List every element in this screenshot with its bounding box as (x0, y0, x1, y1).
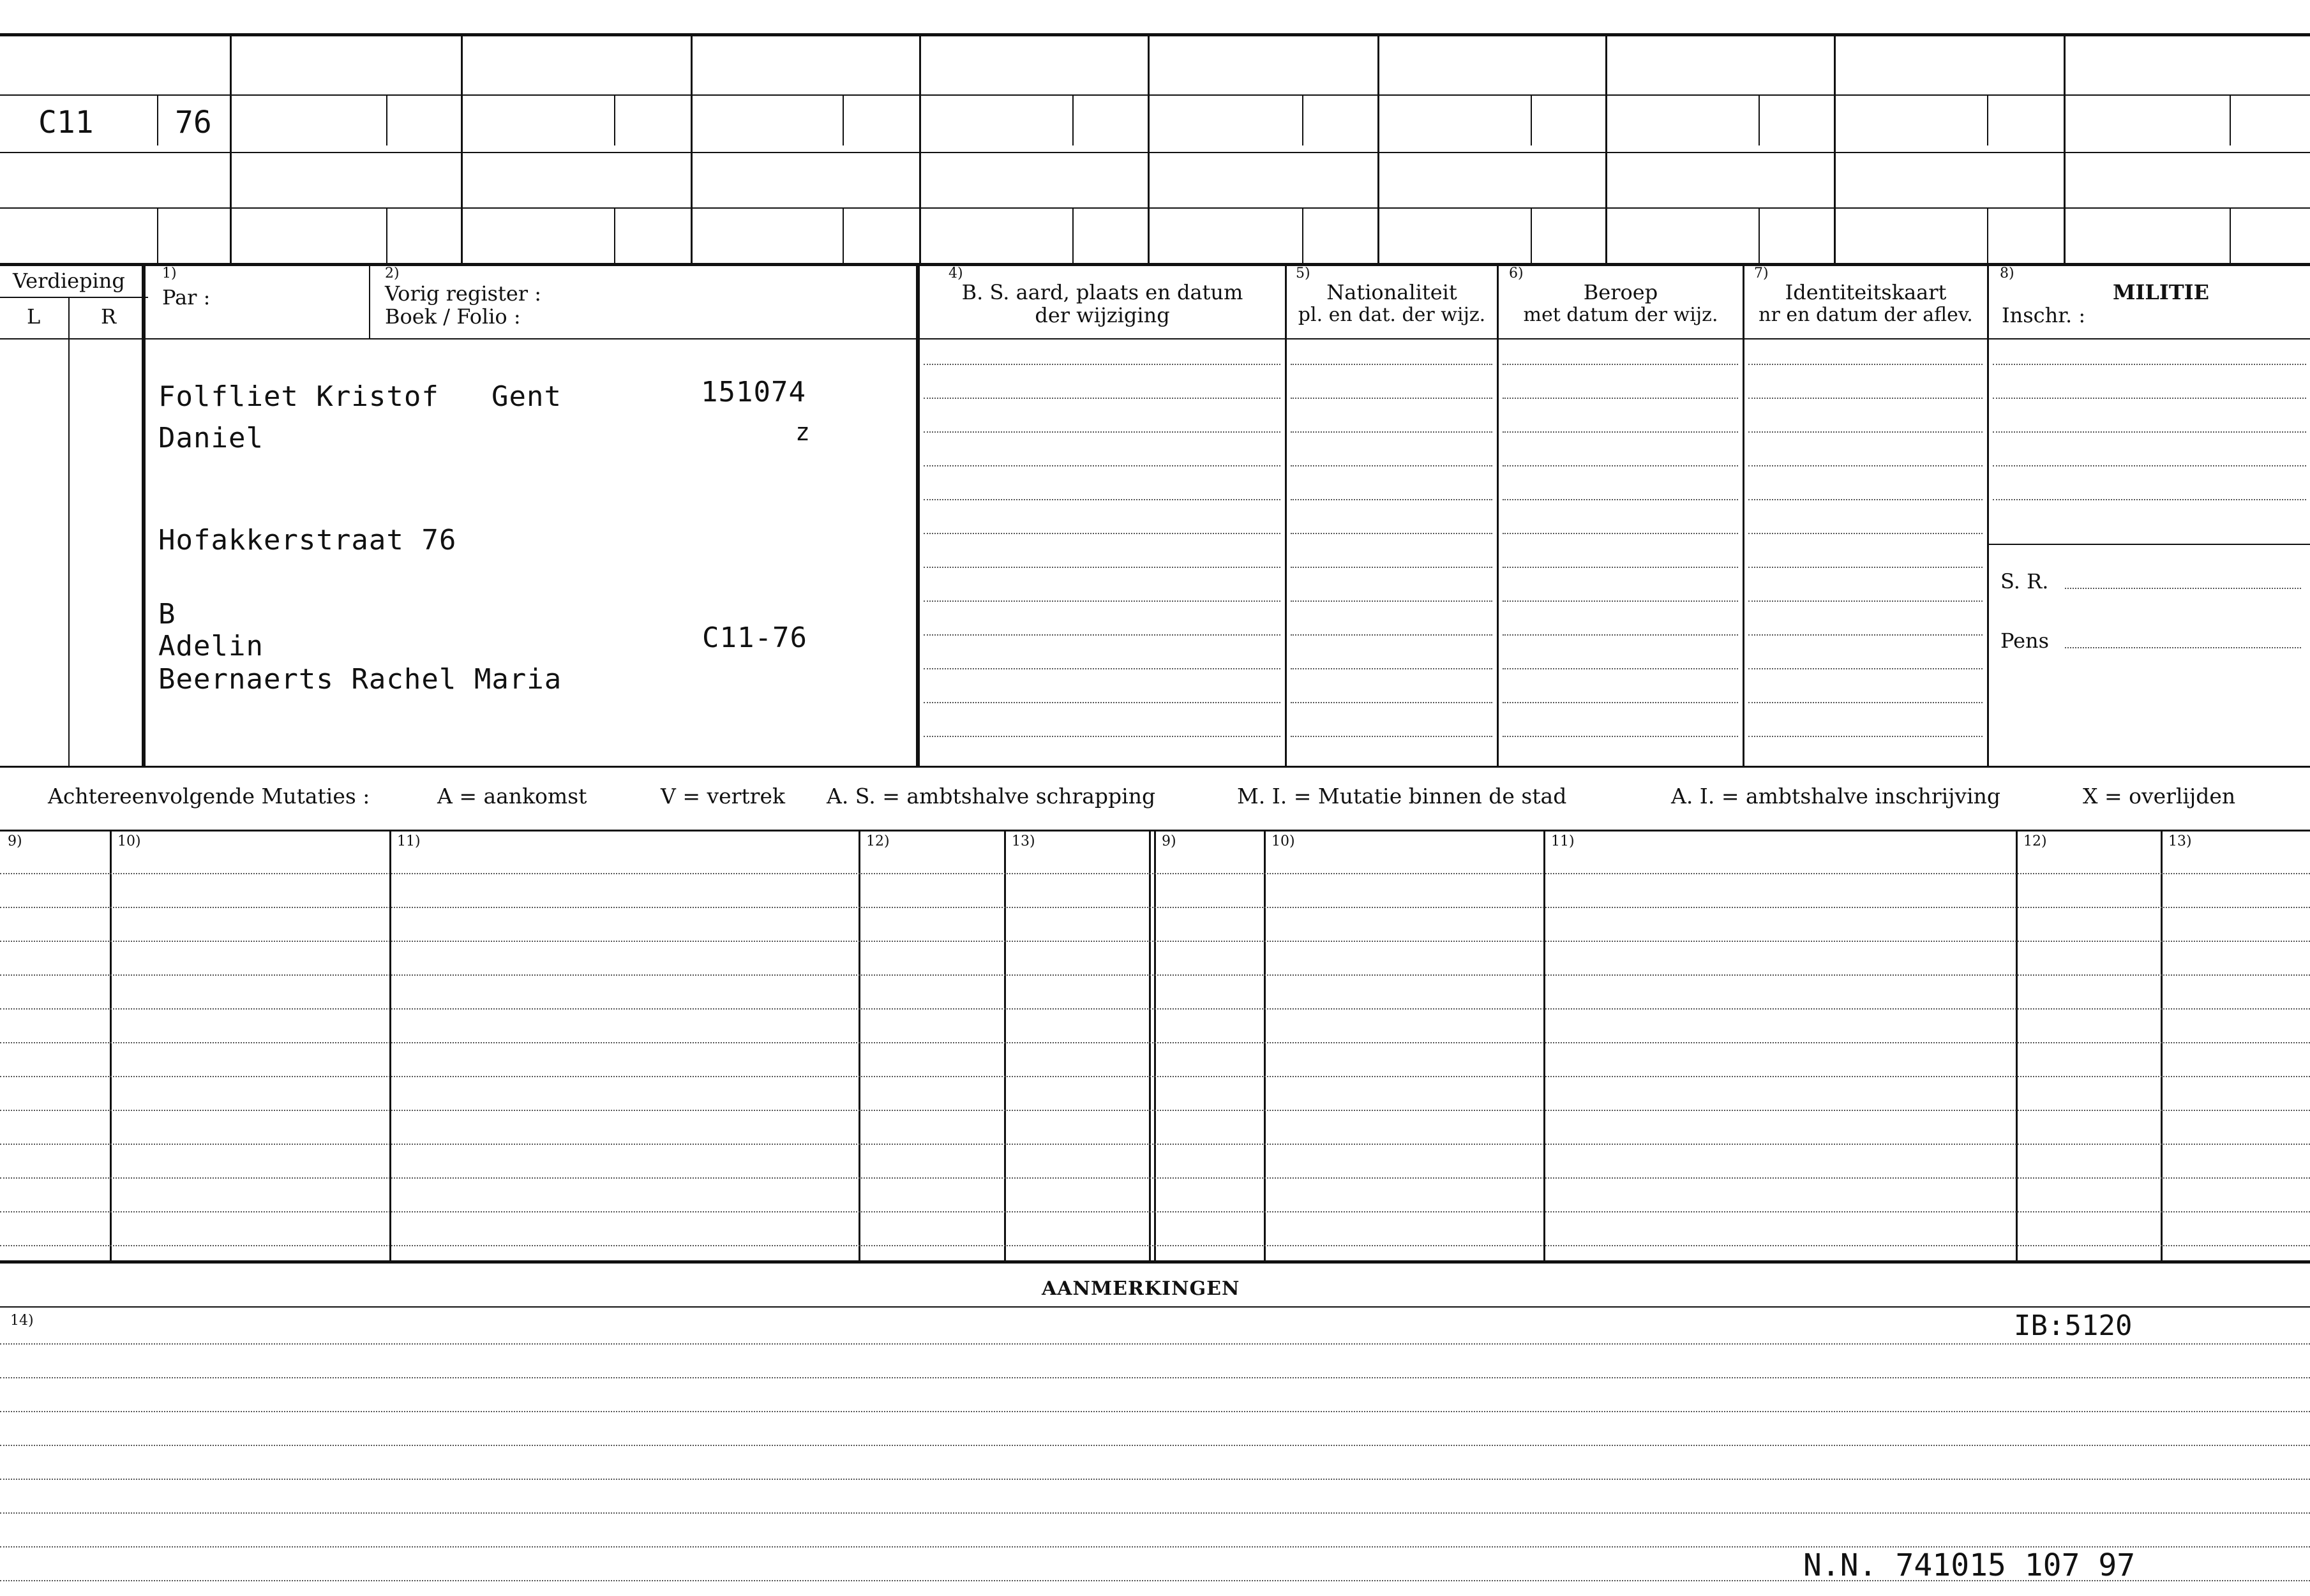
field-number-4: 4) (949, 265, 963, 281)
entry-ruled-line (1503, 465, 1738, 466)
grid-column-line (1377, 36, 1379, 263)
entry-ruled-line (1503, 702, 1738, 703)
remarks-ruled-line (0, 1343, 2310, 1345)
grid-subcolumn-line (614, 94, 615, 145)
mutation-column-number: 9) (8, 833, 22, 849)
sr-line (2065, 588, 2301, 589)
mutation-column-line (1154, 832, 1156, 1260)
remarks-ib-code: IB:5120 (2014, 1309, 2133, 1342)
entry-ruled-line (1291, 634, 1492, 636)
header-code: C11 (38, 105, 94, 140)
floor-r-label: R (101, 304, 117, 329)
mutation-column-line (1004, 832, 1006, 1260)
mutation-column-line (110, 832, 112, 1260)
mutation-column-number: 10) (1271, 833, 1295, 849)
grid-column-line (1605, 36, 1607, 263)
mutation-ruled-line (0, 941, 2310, 942)
mutation-column-number: 10) (117, 833, 141, 849)
remarks-ruled-line (0, 1377, 2310, 1378)
entry-ruled-line (924, 364, 1280, 365)
legend-mutatie-binnen-stad: M. I. = Mutatie binnen de stad (1237, 784, 1567, 809)
floor-right-line (142, 266, 146, 766)
grid-column-line (461, 36, 463, 263)
entry-ruled-line (1993, 364, 2306, 365)
legend-ambtshalve-inschrijving: A. I. = ambtshalve inschrijving (1671, 784, 2001, 809)
grid-bottom-line (0, 263, 2310, 266)
grid-column-line (1834, 36, 1836, 263)
grid-subcolumn-line (843, 94, 844, 145)
mutation-ruled-line (0, 1245, 2310, 1246)
grid-subcolumn-line (1072, 207, 1074, 263)
entry-ruled-line (924, 533, 1280, 534)
entry-ruled-line (924, 600, 1280, 602)
entry-ruled-line (1291, 668, 1492, 669)
entry-ruled-line (1291, 398, 1492, 399)
legend-ambtshalve-schrapping: A. S. = ambtshalve schrapping (827, 784, 1156, 809)
mutation-column-number: 12) (2023, 833, 2047, 849)
mutation-ruled-line (0, 1042, 2310, 1043)
entry-ruled-line (1748, 634, 1983, 636)
entry-ruled-line (1748, 600, 1983, 602)
pens-line (2065, 647, 2301, 648)
body-bottom-line (0, 766, 2310, 768)
entry-ruled-line (924, 431, 1280, 433)
mutation-column-line (2016, 832, 2018, 1260)
mutation-column-number: 13) (2168, 833, 2192, 849)
mutation-ruled-line (0, 907, 2310, 908)
field-number-5: 5) (1296, 265, 1310, 281)
field-number-6: 6) (1509, 265, 1524, 281)
grid-column-line (230, 36, 232, 263)
entry-ruled-line (1503, 567, 1738, 568)
mutations-title: Achtereenvolgende Mutaties : (48, 784, 370, 809)
remarks-ruled-line (0, 1479, 2310, 1480)
grid-subcolumn-line (2230, 207, 2231, 263)
mutation-column-line (1264, 832, 1266, 1260)
entry-ruled-line (1291, 533, 1492, 534)
mutation-ruled-line (0, 1177, 2310, 1179)
mutations-bottom-line (0, 1260, 2310, 1264)
mutation-column-line (2161, 832, 2163, 1260)
militie-divider (1989, 544, 2310, 545)
entry-birthdate: 151074 (701, 376, 806, 408)
entry-ruled-line (1748, 702, 1983, 703)
remarks-ruled-line (0, 1411, 2310, 1412)
entry-address: Hofakkerstraat 76 (158, 524, 457, 556)
mutation-column-number: 11) (1551, 833, 1575, 849)
mutation-column-number: 12) (866, 833, 890, 849)
entry-ruled-line (1748, 567, 1983, 568)
entry-ruled-line (924, 567, 1280, 568)
grid-subcolumn-line (1531, 207, 1532, 263)
column-divider-6 (1497, 266, 1499, 766)
field-number-2: 2) (385, 265, 400, 281)
mutation-column-number: 11) (397, 833, 421, 849)
mutation-column-number: 13) (1012, 833, 1035, 849)
identiteitskaart-header-line2: nr en datum der aflev. (1759, 304, 1973, 326)
grid-column-line (2064, 36, 2066, 263)
entry-ruled-line (1993, 398, 2306, 399)
mutation-ruled-line (0, 1211, 2310, 1212)
grid-column-line (691, 36, 693, 263)
verdieping-divider (0, 297, 148, 298)
grid-divider (157, 207, 158, 263)
grid-divider (157, 94, 158, 145)
header-number: 76 (175, 105, 212, 140)
grid-column-line (919, 36, 921, 263)
entry-third-name: Adelin (158, 630, 264, 662)
entry-ruled-line (1993, 431, 2306, 433)
entry-ruled-line (1503, 600, 1738, 602)
par-label: Par : (162, 285, 211, 310)
militie-label: MILITIE (2113, 280, 2210, 304)
entry-ruled-line (1291, 736, 1492, 737)
entry-letter-b: B (158, 598, 176, 630)
remarks-title: AANMERKINGEN (1042, 1278, 1240, 1300)
entry-ruled-line (1503, 634, 1738, 636)
pens-label: Pens (2000, 629, 2050, 653)
entry-code-ref: C11-76 (702, 622, 807, 654)
entry-ruled-line (924, 398, 1280, 399)
mutation-ruled-line (0, 1076, 2310, 1077)
grid-subcolumn-line (1759, 94, 1760, 145)
nationaliteit-header-line2: pl. en dat. der wijz. (1298, 304, 1486, 326)
identiteitskaart-header-line1: Identiteitskaart (1785, 280, 1947, 304)
grid-subcolumn-line (1302, 207, 1303, 263)
entry-ruled-line (1503, 431, 1738, 433)
grid-subcolumn-line (843, 207, 844, 263)
mutation-ruled-line (0, 1008, 2310, 1010)
mutation-column-line (1543, 832, 1545, 1260)
mutation-ruled-line (0, 974, 2310, 976)
entry-ruled-line (1993, 499, 2306, 500)
header-bottom-line (0, 338, 2310, 339)
mutation-ruled-line (0, 873, 2310, 874)
floor-left-line (68, 297, 70, 766)
grid-subcolumn-line (1072, 94, 1074, 145)
entry-name: Folfliet Kristof (158, 380, 439, 413)
bs-header-line2: der wijziging (1035, 303, 1170, 327)
entry-ruled-line (1748, 431, 1983, 433)
entry-ruled-line (1748, 398, 1983, 399)
legend-aankomst: A = aankomst (437, 784, 587, 809)
field-number-7: 7) (1754, 265, 1769, 281)
mutation-column-line (1149, 832, 1151, 1260)
legend-vertrek: V = vertrek (661, 784, 785, 809)
field-number-8: 8) (2000, 265, 2014, 281)
floor-l-label: L (27, 304, 41, 329)
sr-label: S. R. (2000, 569, 2049, 593)
grid-hline (0, 207, 2310, 209)
remarks-ruled-line (0, 1445, 2310, 1446)
entry-ruled-line (924, 702, 1280, 703)
entry-ruled-line (924, 465, 1280, 466)
inschr-label: Inschr. : (2002, 303, 2086, 327)
grid-column-line (1148, 36, 1150, 263)
top-border-line (0, 33, 2310, 36)
grid-subcolumn-line (1759, 207, 1760, 263)
grid-subcolumn-line (2230, 94, 2231, 145)
grid-subcolumn-line (1531, 94, 1532, 145)
entry-ruled-line (1503, 499, 1738, 500)
grid-subcolumn-line (1987, 207, 1988, 263)
grid-subcolumn-line (1987, 94, 1988, 145)
entry-ruled-line (1503, 668, 1738, 669)
verdieping-label: Verdieping (13, 269, 125, 293)
entry-ruled-line (1748, 465, 1983, 466)
legend-overlijden: X = overlijden (2083, 784, 2236, 809)
entry-ruled-line (1748, 364, 1983, 365)
nationaliteit-header-line1: Nationaliteit (1326, 280, 1457, 304)
bs-header-line1: B. S. aard, plaats en datum (961, 280, 1243, 304)
entry-ruled-line (1291, 600, 1492, 602)
remarks-ruled-line (0, 1512, 2310, 1514)
entry-ruled-line (1503, 398, 1738, 399)
entry-ruled-line (1993, 465, 2306, 466)
entry-ruled-line (1503, 736, 1738, 737)
grid-hline (0, 152, 2310, 153)
national-number: N.N. 741015 107 97 (1803, 1548, 2136, 1583)
grid-subcolumn-line (386, 94, 387, 145)
entry-ruled-line (1291, 465, 1492, 466)
vorig-register-label: Vorig register : (385, 281, 542, 306)
entry-ruled-line (1748, 668, 1983, 669)
entry-ruled-line (1291, 499, 1492, 500)
field-number-1: 1) (162, 265, 177, 281)
entry-ruled-line (1291, 431, 1492, 433)
beroep-header-line2: met datum der wijz. (1523, 304, 1718, 326)
entry-ruled-line (924, 634, 1280, 636)
mutation-ruled-line (0, 1110, 2310, 1111)
entry-ruled-line (1748, 533, 1983, 534)
mutation-column-line (859, 832, 860, 1260)
entry-birthplace: Gent (491, 380, 562, 413)
boek-folio-label: Boek / Folio : (385, 304, 521, 329)
column-divider-5 (1285, 266, 1287, 766)
entry-ruled-line (1748, 736, 1983, 737)
column-divider-8 (1987, 266, 1989, 766)
grid-subcolumn-line (1302, 94, 1303, 145)
entry-ruled-line (1291, 702, 1492, 703)
entry-mark-z: z (795, 418, 811, 446)
entry-ruled-line (1291, 567, 1492, 568)
column-divider-4 (916, 266, 920, 766)
column-divider-7 (1743, 266, 1744, 766)
entry-ruled-line (924, 736, 1280, 737)
par-divider (369, 266, 370, 338)
entry-second-name: Daniel (158, 422, 264, 454)
grid-subcolumn-line (386, 207, 387, 263)
entry-ruled-line (1503, 364, 1738, 365)
mutation-column-line (389, 832, 391, 1260)
entry-ruled-line (1748, 499, 1983, 500)
entry-ruled-line (924, 499, 1280, 500)
grid-hline (0, 94, 2310, 96)
entry-ruled-line (924, 668, 1280, 669)
entry-ruled-line (1291, 364, 1492, 365)
remarks-header-line (0, 1306, 2310, 1308)
field-number-14: 14) (10, 1313, 34, 1329)
beroep-header-line1: Beroep (1583, 280, 1658, 304)
entry-mother-name: Beernaerts Rachel Maria (158, 663, 562, 696)
grid-subcolumn-line (614, 207, 615, 263)
mutation-ruled-line (0, 1144, 2310, 1145)
mutation-column-number: 9) (1162, 833, 1176, 849)
entry-ruled-line (1503, 533, 1738, 534)
